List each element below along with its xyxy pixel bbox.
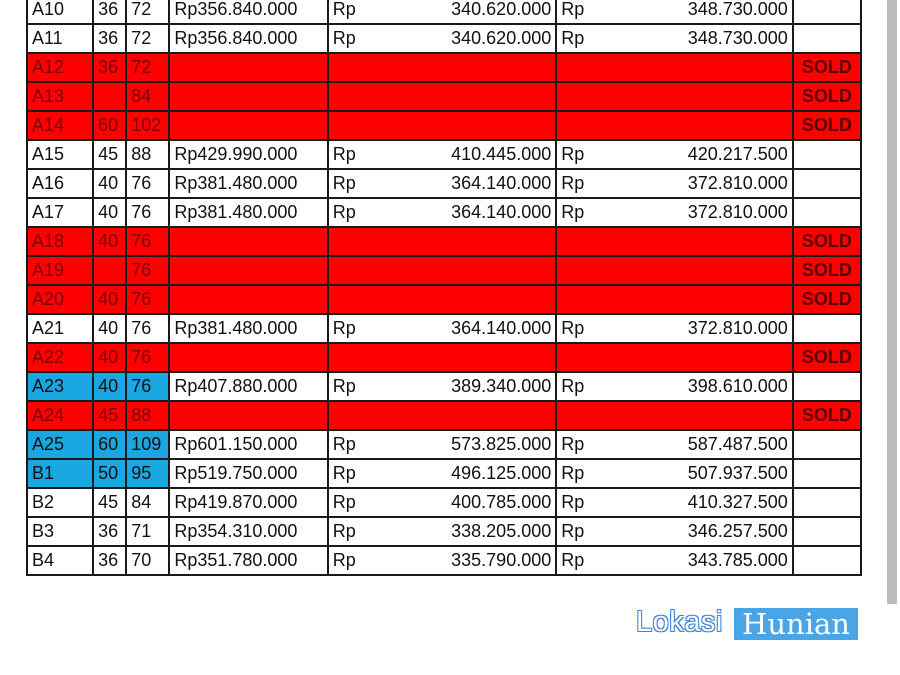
land-area-cell: 45 (93, 401, 126, 430)
table-row (27, 82, 861, 111)
status-cell (793, 198, 861, 227)
building-area-cell: 72 (126, 53, 169, 82)
price-option-3-cell (589, 343, 792, 372)
currency-cell (328, 227, 361, 256)
currency-cell (556, 401, 589, 430)
currency-cell (556, 256, 589, 285)
land-area-cell: 40 (93, 314, 126, 343)
status-cell (793, 430, 861, 459)
land-area-cell: 40 (93, 227, 126, 256)
price-option-2-cell (361, 82, 556, 111)
currency-cell (328, 285, 361, 314)
unit-cell: A21 (27, 314, 93, 343)
currency-cell (328, 256, 361, 285)
status-cell (793, 24, 861, 53)
currency-cell: Rp (328, 430, 361, 459)
currency-cell: Rp (328, 546, 361, 575)
unit-cell: A23 (27, 372, 93, 401)
land-area-cell: 45 (93, 488, 126, 517)
status-cell (793, 169, 861, 198)
land-area-cell: 50 (93, 459, 126, 488)
currency-cell: Rp (328, 517, 361, 546)
price-option-2-cell: 340.620.000 (361, 24, 556, 53)
currency-cell: Rp (556, 0, 589, 24)
currency-cell: Rp (328, 140, 361, 169)
building-area-cell: 102 (126, 111, 169, 140)
price-option-2-cell: 364.140.000 (361, 198, 556, 227)
status-cell (793, 372, 861, 401)
land-area-cell: 45 (93, 140, 126, 169)
currency-cell (556, 53, 589, 82)
table-row (27, 488, 861, 517)
currency-cell: Rp (556, 24, 589, 53)
currency-cell: Rp (556, 488, 589, 517)
status-cell (793, 0, 861, 24)
land-area-cell: 40 (93, 343, 126, 372)
price-cash-cell (169, 285, 327, 314)
currency-cell (328, 82, 361, 111)
status-cell: SOLD (793, 256, 861, 285)
land-area-cell: 60 (93, 111, 126, 140)
building-area-cell: 76 (126, 198, 169, 227)
price-option-2-cell (361, 343, 556, 372)
table-row (27, 459, 861, 488)
price-option-3-cell (589, 227, 792, 256)
price-option-3-cell: 343.785.000 (589, 546, 792, 575)
status-cell: SOLD (793, 53, 861, 82)
table-row (27, 546, 861, 575)
price-option-3-cell: 348.730.000 (589, 0, 792, 24)
price-option-2-cell (361, 111, 556, 140)
currency-cell: Rp (556, 517, 589, 546)
unit-cell: A24 (27, 401, 93, 430)
building-area-cell: 76 (126, 256, 169, 285)
unit-cell: A13 (27, 82, 93, 111)
land-area-cell: 40 (93, 285, 126, 314)
status-cell (793, 459, 861, 488)
watermark-text-hunian: Hunian (734, 608, 858, 640)
watermark-text-lokasi: Lokasi (636, 606, 723, 638)
building-area-cell: 76 (126, 285, 169, 314)
price-option-3-cell: 420.217.500 (589, 140, 792, 169)
price-cash-cell: Rp601.150.000 (169, 430, 327, 459)
price-cash-cell (169, 53, 327, 82)
table-row (27, 401, 861, 430)
currency-cell (328, 111, 361, 140)
land-area-cell (93, 256, 126, 285)
table-row (27, 227, 861, 256)
land-area-cell: 36 (93, 53, 126, 82)
land-area-cell: 36 (93, 546, 126, 575)
price-option-3-cell: 372.810.000 (589, 198, 792, 227)
status-cell (793, 140, 861, 169)
status-cell: SOLD (793, 227, 861, 256)
building-area-cell: 70 (126, 546, 169, 575)
building-area-cell: 76 (126, 343, 169, 372)
price-option-2-cell: 496.125.000 (361, 459, 556, 488)
currency-cell: Rp (556, 198, 589, 227)
currency-cell: Rp (556, 372, 589, 401)
price-option-3-cell (589, 53, 792, 82)
currency-cell: Rp (556, 459, 589, 488)
currency-cell: Rp (556, 140, 589, 169)
price-option-3-cell: 398.610.000 (589, 372, 792, 401)
unit-cell: A12 (27, 53, 93, 82)
price-option-3-cell (589, 111, 792, 140)
currency-cell: Rp (328, 488, 361, 517)
price-cash-cell (169, 111, 327, 140)
currency-cell: Rp (556, 546, 589, 575)
building-area-cell: 95 (126, 459, 169, 488)
price-option-2-cell: 389.340.000 (361, 372, 556, 401)
price-cash-cell: Rp419.870.000 (169, 488, 327, 517)
currency-cell (556, 343, 589, 372)
table-row (27, 53, 861, 82)
currency-cell: Rp (328, 0, 361, 24)
unit-cell: A14 (27, 111, 93, 140)
table-row (27, 111, 861, 140)
land-area-cell: 40 (93, 372, 126, 401)
price-option-2-cell: 364.140.000 (361, 169, 556, 198)
price-option-3-cell: 587.487.500 (589, 430, 792, 459)
currency-cell (328, 343, 361, 372)
price-option-3-cell (589, 256, 792, 285)
price-option-3-cell (589, 82, 792, 111)
unit-cell: A22 (27, 343, 93, 372)
price-cash-cell: Rp407.880.000 (169, 372, 327, 401)
table-row (27, 314, 861, 343)
watermark-logo (636, 606, 858, 642)
price-option-2-cell (361, 401, 556, 430)
unit-cell: A17 (27, 198, 93, 227)
building-area-cell: 76 (126, 227, 169, 256)
building-area-cell: 84 (126, 488, 169, 517)
table-row (27, 24, 861, 53)
price-option-3-cell: 348.730.000 (589, 24, 792, 53)
price-cash-cell (169, 401, 327, 430)
price-option-2-cell (361, 285, 556, 314)
building-area-cell: 72 (126, 24, 169, 53)
table-row (27, 430, 861, 459)
vertical-scrollbar[interactable] (887, 0, 897, 604)
table-row (27, 169, 861, 198)
status-cell: SOLD (793, 285, 861, 314)
price-table-body (27, 0, 861, 575)
price-option-2-cell (361, 53, 556, 82)
table-row (27, 198, 861, 227)
unit-cell: A16 (27, 169, 93, 198)
currency-cell (328, 53, 361, 82)
price-option-2-cell (361, 256, 556, 285)
currency-cell (556, 285, 589, 314)
table-row (27, 0, 861, 24)
price-cash-cell: Rp381.480.000 (169, 198, 327, 227)
status-cell: SOLD (793, 111, 861, 140)
price-cash-cell: Rp354.310.000 (169, 517, 327, 546)
price-option-3-cell: 410.327.500 (589, 488, 792, 517)
land-area-cell: 36 (93, 0, 126, 24)
table-row (27, 285, 861, 314)
price-option-2-cell: 410.445.000 (361, 140, 556, 169)
unit-cell: A11 (27, 24, 93, 53)
land-area-cell: 36 (93, 517, 126, 546)
price-option-2-cell: 400.785.000 (361, 488, 556, 517)
land-area-cell: 36 (93, 24, 126, 53)
price-option-3-cell: 372.810.000 (589, 314, 792, 343)
table-row (27, 372, 861, 401)
building-area-cell: 76 (126, 372, 169, 401)
currency-cell: Rp (328, 459, 361, 488)
price-option-2-cell: 340.620.000 (361, 0, 556, 24)
unit-cell: B1 (27, 459, 93, 488)
currency-cell: Rp (328, 169, 361, 198)
price-cash-cell (169, 343, 327, 372)
price-option-2-cell (361, 227, 556, 256)
land-area-cell: 40 (93, 198, 126, 227)
currency-cell: Rp (556, 430, 589, 459)
currency-cell: Rp (328, 24, 361, 53)
unit-cell: A10 (27, 0, 93, 24)
price-option-3-cell: 346.257.500 (589, 517, 792, 546)
unit-cell: A15 (27, 140, 93, 169)
status-cell (793, 546, 861, 575)
price-option-2-cell: 364.140.000 (361, 314, 556, 343)
building-area-cell: 109 (126, 430, 169, 459)
currency-cell (556, 82, 589, 111)
price-cash-cell: Rp519.750.000 (169, 459, 327, 488)
building-area-cell: 84 (126, 82, 169, 111)
price-option-2-cell: 573.825.000 (361, 430, 556, 459)
building-area-cell: 76 (126, 314, 169, 343)
table-row (27, 517, 861, 546)
land-area-cell: 40 (93, 169, 126, 198)
table-row (27, 140, 861, 169)
unit-cell: A25 (27, 430, 93, 459)
status-cell (793, 517, 861, 546)
currency-cell (556, 227, 589, 256)
price-option-3-cell: 372.810.000 (589, 169, 792, 198)
status-cell (793, 488, 861, 517)
price-option-3-cell: 507.937.500 (589, 459, 792, 488)
currency-cell: Rp (556, 314, 589, 343)
price-cash-cell (169, 256, 327, 285)
status-cell: SOLD (793, 401, 861, 430)
land-area-cell (93, 82, 126, 111)
price-cash-cell: Rp381.480.000 (169, 314, 327, 343)
unit-cell: A19 (27, 256, 93, 285)
price-table (26, 0, 862, 576)
currency-cell (328, 401, 361, 430)
table-row (27, 343, 861, 372)
price-cash-cell: Rp351.780.000 (169, 546, 327, 575)
status-cell: SOLD (793, 343, 861, 372)
status-cell: SOLD (793, 82, 861, 111)
building-area-cell: 71 (126, 517, 169, 546)
unit-cell: A18 (27, 227, 93, 256)
price-cash-cell (169, 82, 327, 111)
unit-cell: B3 (27, 517, 93, 546)
currency-cell: Rp (556, 169, 589, 198)
price-cash-cell: Rp381.480.000 (169, 169, 327, 198)
price-option-2-cell: 338.205.000 (361, 517, 556, 546)
land-area-cell: 60 (93, 430, 126, 459)
price-option-3-cell (589, 401, 792, 430)
unit-cell: B2 (27, 488, 93, 517)
price-option-3-cell (589, 285, 792, 314)
price-cash-cell: Rp356.840.000 (169, 24, 327, 53)
price-option-2-cell: 335.790.000 (361, 546, 556, 575)
currency-cell (556, 111, 589, 140)
unit-cell: B4 (27, 546, 93, 575)
building-area-cell: 88 (126, 401, 169, 430)
building-area-cell: 72 (126, 0, 169, 24)
price-cash-cell: Rp356.840.000 (169, 0, 327, 24)
building-area-cell: 76 (126, 169, 169, 198)
currency-cell: Rp (328, 314, 361, 343)
status-cell (793, 314, 861, 343)
price-cash-cell (169, 227, 327, 256)
price-cash-cell: Rp429.990.000 (169, 140, 327, 169)
currency-cell: Rp (328, 198, 361, 227)
table-row (27, 256, 861, 285)
currency-cell: Rp (328, 372, 361, 401)
building-area-cell: 88 (126, 140, 169, 169)
unit-cell: A20 (27, 285, 93, 314)
